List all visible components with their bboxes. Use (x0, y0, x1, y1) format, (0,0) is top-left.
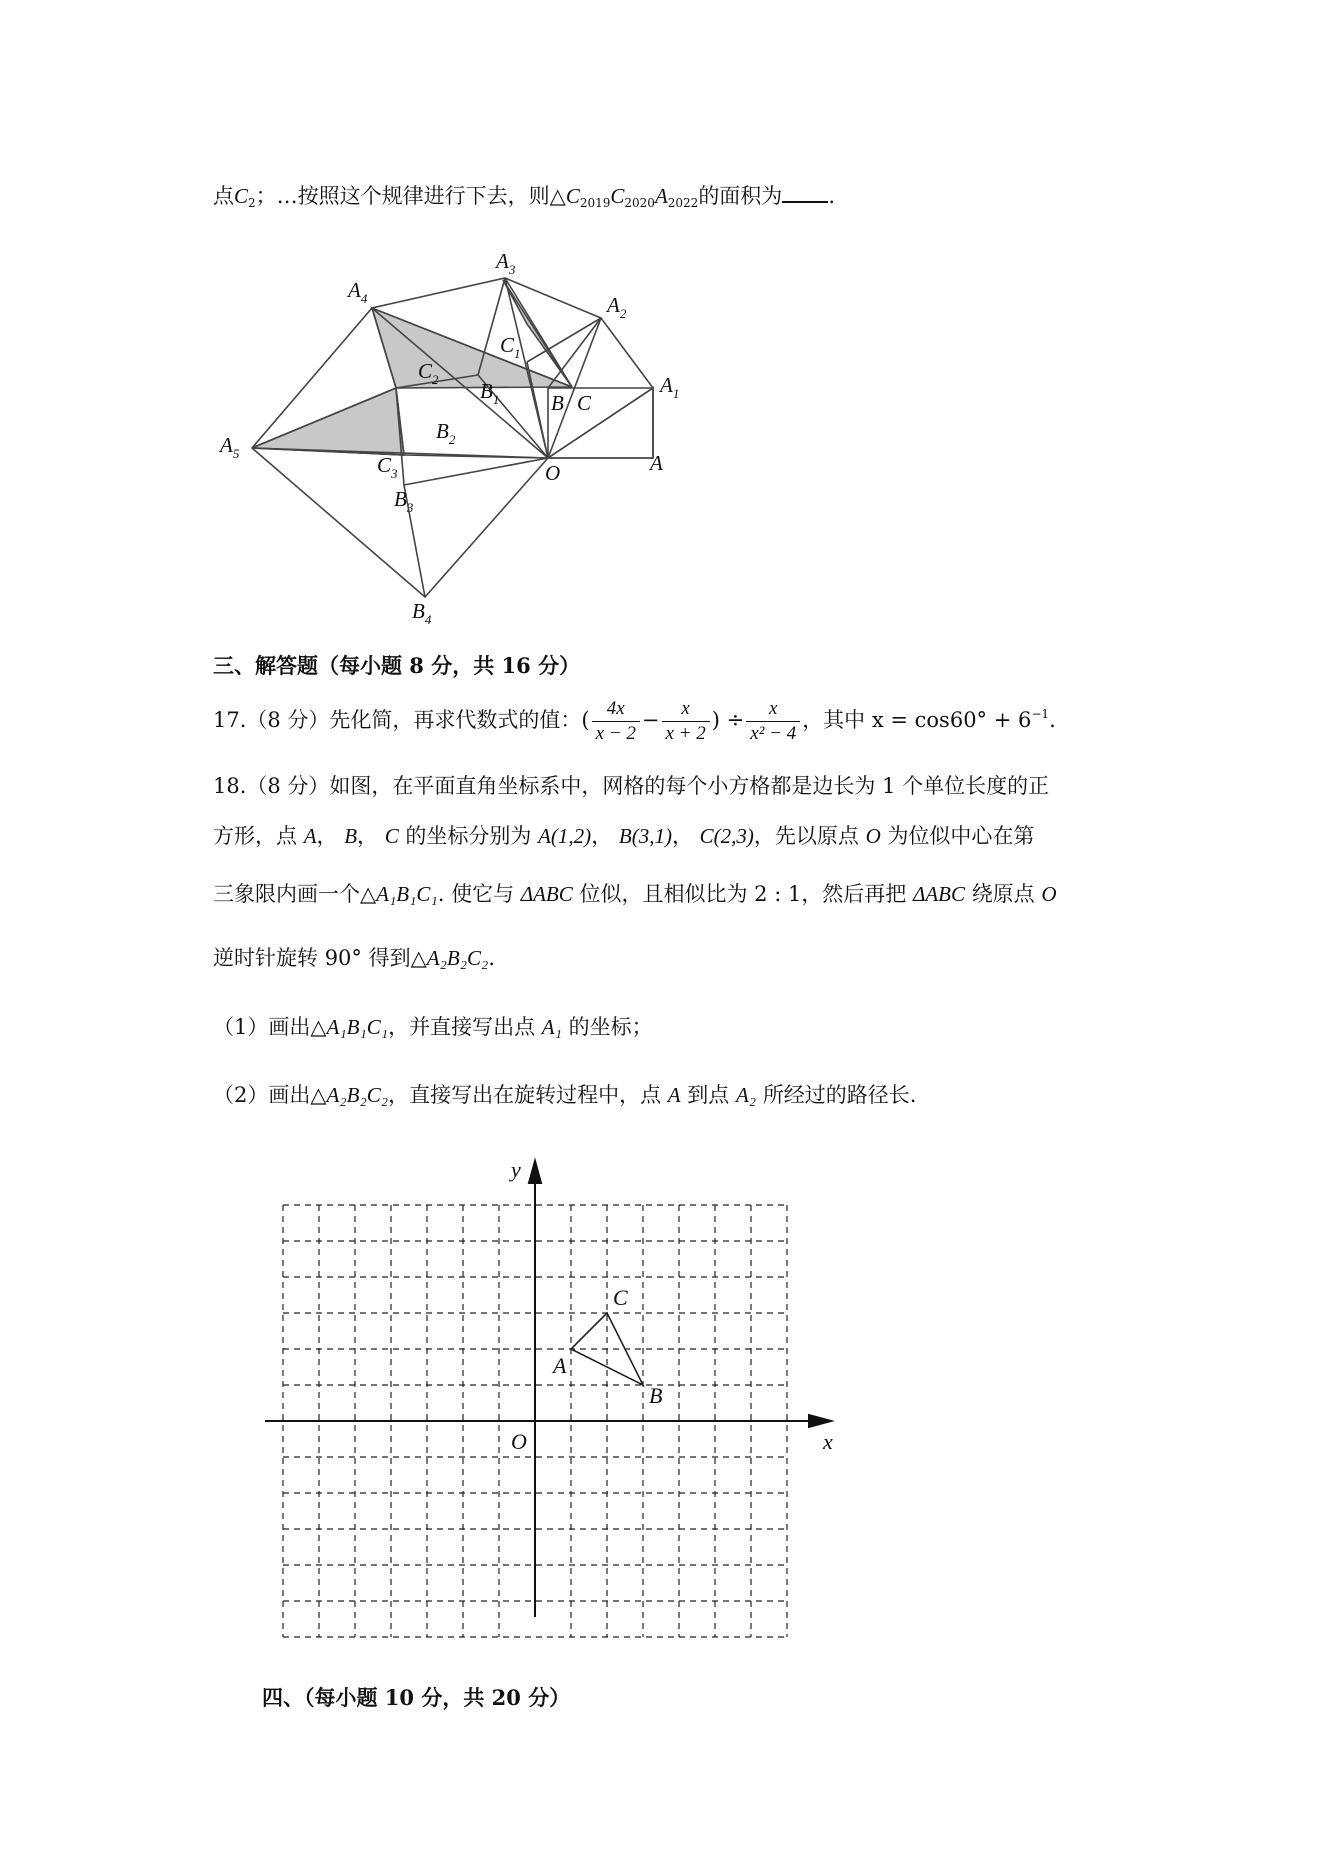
spiral-figure (0, 0, 1323, 660)
label-a2: $A_2$ (607, 293, 627, 321)
question-18-line-1: 18.（8 分）如图，在平面直角坐标系中，网格的每个小方格都是边长为 1 个单位长度的正 (213, 774, 1050, 798)
question-18-part-2: （2）画出△A₂B₂C₂，直接写出在旋转过程中，点 A 到点 A₂ 所经过的路径长. (213, 1083, 917, 1107)
label-b3: $B_3$ (394, 487, 414, 515)
label-c3: $C_3$ (377, 453, 398, 481)
label-c: C (577, 391, 592, 415)
label-c2: $C_2$ (418, 359, 439, 387)
question-18-line-3: 三象限内画一个△A₁B₁C₁. 使它与 ΔABC 位似，且相似比为 2 : 1，然后再把 ΔABC 绕原点 O (213, 882, 1057, 906)
question-17: 17.（8 分）先化简，再求代数式的值：( $\frac{4x}{x - 2}$ − $\frac{x}{x + 2}$ ) ÷ $\frac{x}{\text{x² − 4}}$ ，其中 $x = \cos 60^\circ + 6^{-1}$. (213, 698, 1056, 744)
y-axis-label: y (511, 1157, 521, 1182)
label-b: B (551, 391, 564, 415)
section-4-heading: 四、（每小题 10 分，共 20 分） (262, 1685, 571, 1710)
label-o: O (545, 461, 561, 485)
question-18-part-1: （1）画出△A₁B₁C₁，并直接写出点 A₁ 的坐标； (213, 1015, 653, 1039)
label-a1: $A_1$ (660, 373, 680, 401)
label-a5: $A_5$ (220, 433, 240, 461)
x-axis-arrow (809, 1415, 831, 1427)
label-a4: $A_4$ (348, 278, 368, 306)
coordinate-grid-figure (0, 1150, 1323, 1670)
label-a: A (650, 451, 663, 475)
fraction-1: $\frac{4x}{x - 2}$ (592, 697, 640, 746)
label-a3: $A_3$ (496, 249, 516, 277)
q16-continuation: 点$C_2$；…按照这个规律进行下去，则$\triangle C_{2019}C_{2020}A_{2022}$的面积为 . (213, 184, 835, 210)
y-axis-arrow (529, 1161, 541, 1183)
point-label-a: A (553, 1353, 567, 1378)
x-axis-label: x (823, 1429, 833, 1454)
label-b2: $B_2$ (436, 419, 456, 447)
origin-label: O (511, 1429, 527, 1454)
point-label-c: C (613, 1285, 628, 1310)
question-18-line-2: 方形，点 A， B， C 的坐标分别为 A(1,2)， B(3,1)， C(2,3)，先以原点 O 为位似中心在第 (213, 824, 1035, 848)
point-label-b: B (649, 1383, 663, 1408)
question-18-line-4: 逆时针旋转 90° 得到△A₂B₂C₂. (213, 946, 496, 970)
fraction-3: $\frac{x}{\text{x² − 4}}$ (746, 697, 800, 746)
label-b1: $B_1$ (480, 379, 500, 407)
label-b4: $B_4$ (412, 599, 432, 627)
fraction-2: $\frac{x}{x + 2}$ (662, 697, 710, 746)
section-3-heading: 三、解答题（每小题 8 分，共 16 分） (213, 653, 581, 678)
label-c1: $C_1$ (500, 333, 521, 361)
